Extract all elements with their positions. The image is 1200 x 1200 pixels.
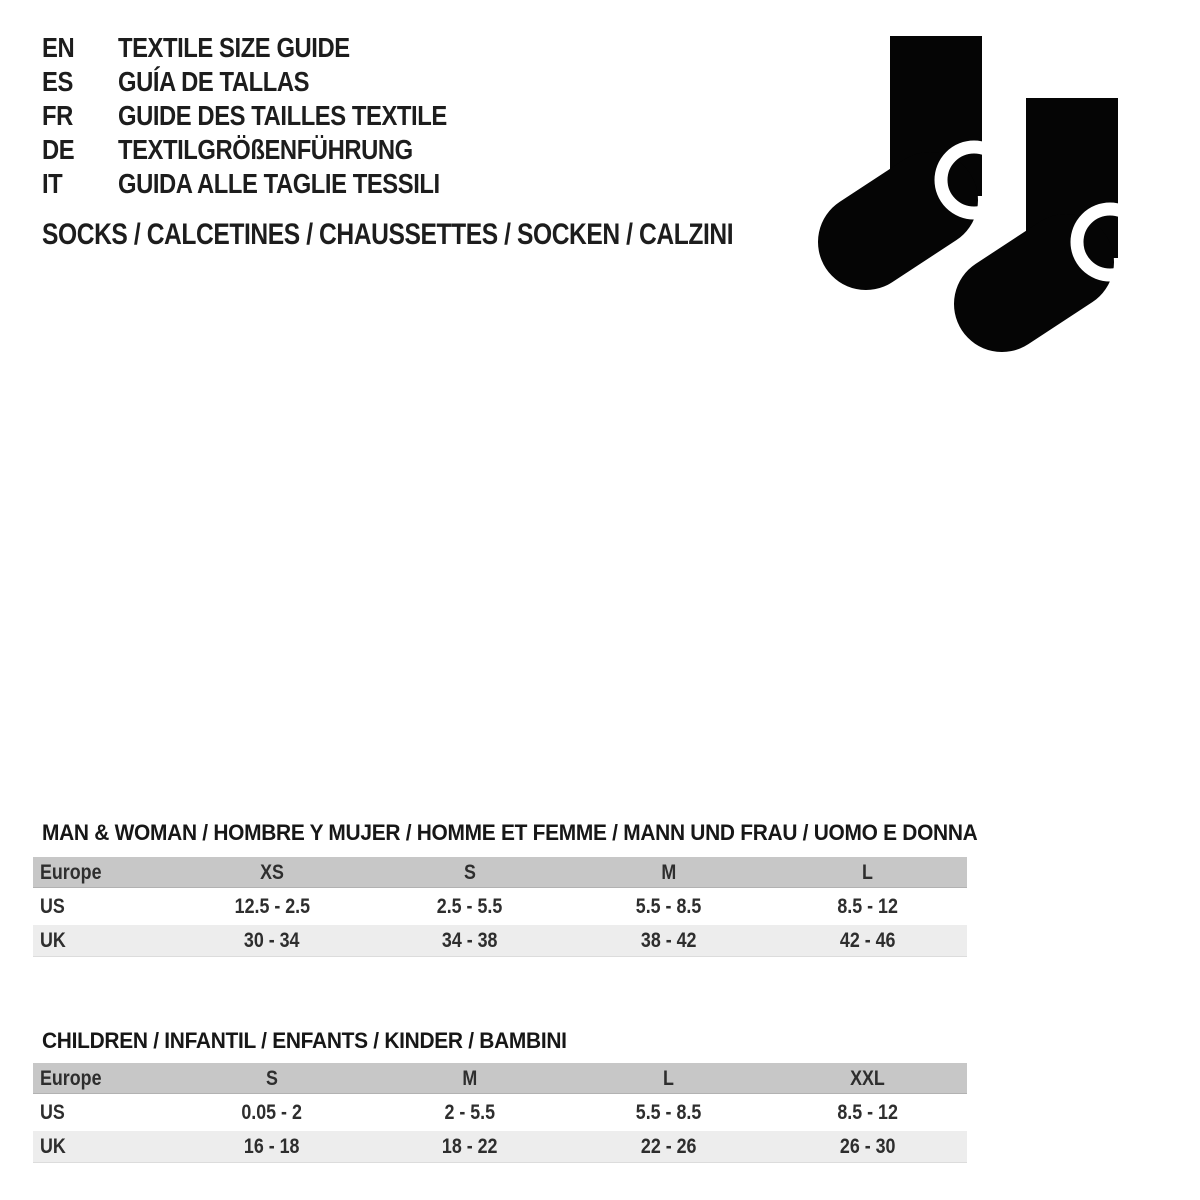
language-row-en <box>42 31 505 65</box>
column-header: L <box>862 860 873 884</box>
language-code: EN <box>42 32 75 63</box>
column-header: L <box>663 1066 674 1090</box>
column-header: S <box>464 860 476 884</box>
cell-value: 38 - 42 <box>640 928 697 952</box>
product-types-line: SOCKS / CALCETINES / CHAUSSETTES / SOCKEN / CALZINI <box>42 218 734 251</box>
table-row-uk <box>33 924 967 957</box>
adults-size-table <box>33 857 967 957</box>
table-row-us <box>33 1096 967 1130</box>
row-label: UK <box>40 1134 66 1158</box>
cell-value: 16 - 18 <box>244 1134 300 1158</box>
column-header: M <box>661 860 676 884</box>
language-row-es <box>42 65 505 99</box>
language-row-de <box>42 133 505 167</box>
cell-value: 5.5 - 8.5 <box>635 894 702 918</box>
column-header: S <box>266 1066 278 1090</box>
language-row-fr <box>42 99 505 133</box>
table-row-uk <box>33 1130 967 1163</box>
cell-value: 30 - 34 <box>244 928 300 952</box>
language-row-it <box>42 167 505 201</box>
cell-value: 12.5 - 2.5 <box>234 894 310 918</box>
column-header: XXL <box>850 1066 885 1090</box>
language-title: GUIDA ALLE TAGLIE TESSILI <box>118 168 440 199</box>
section-title-children: CHILDREN / INFANTIL / ENFANTS / KINDER / BAMBINI <box>42 1028 567 1053</box>
cell-value: 5.5 - 8.5 <box>635 1100 702 1124</box>
children-size-table <box>33 1063 967 1163</box>
column-header: M <box>462 1066 478 1090</box>
cell-value: 2.5 - 5.5 <box>437 894 503 918</box>
language-title: GUIDE DES TAILLES TEXTILE <box>118 100 447 131</box>
cell-value: 18 - 22 <box>442 1134 498 1158</box>
column-header: XS <box>260 860 284 884</box>
language-code: ES <box>42 66 73 97</box>
cell-value: 8.5 - 12 <box>837 894 898 918</box>
socks-icon <box>818 30 1154 366</box>
cell-value: 8.5 - 12 <box>837 1100 898 1124</box>
language-code: IT <box>42 168 63 199</box>
table-header-row <box>33 857 967 890</box>
language-list <box>42 31 505 201</box>
cell-value: 22 - 26 <box>640 1134 697 1158</box>
row-label: UK <box>40 928 66 952</box>
language-title: TEXTILGRÖßENFÜHRUNG <box>118 134 413 165</box>
cell-value: 42 - 46 <box>839 928 896 952</box>
row-label: US <box>40 1100 65 1124</box>
cell-value: 34 - 38 <box>442 928 498 952</box>
language-code: DE <box>42 134 75 165</box>
language-title: GUÍA DE TALLAS <box>118 66 310 97</box>
column-header: Europe <box>40 860 102 884</box>
section-title-adults: MAN & WOMAN / HOMBRE Y MUJER / HOMME ET FEMME / MANN UND FRAU / UOMO E DONNA <box>42 820 978 845</box>
table-header-row <box>33 1063 967 1096</box>
language-code: FR <box>42 100 73 131</box>
column-header: Europe <box>40 1066 102 1090</box>
cell-value: 0.05 - 2 <box>241 1100 303 1124</box>
language-title: TEXTILE SIZE GUIDE <box>118 32 350 63</box>
table-row-us <box>33 890 967 924</box>
cell-value: 26 - 30 <box>839 1134 896 1158</box>
row-label: US <box>40 894 65 918</box>
cell-value: 2 - 5.5 <box>444 1100 496 1124</box>
